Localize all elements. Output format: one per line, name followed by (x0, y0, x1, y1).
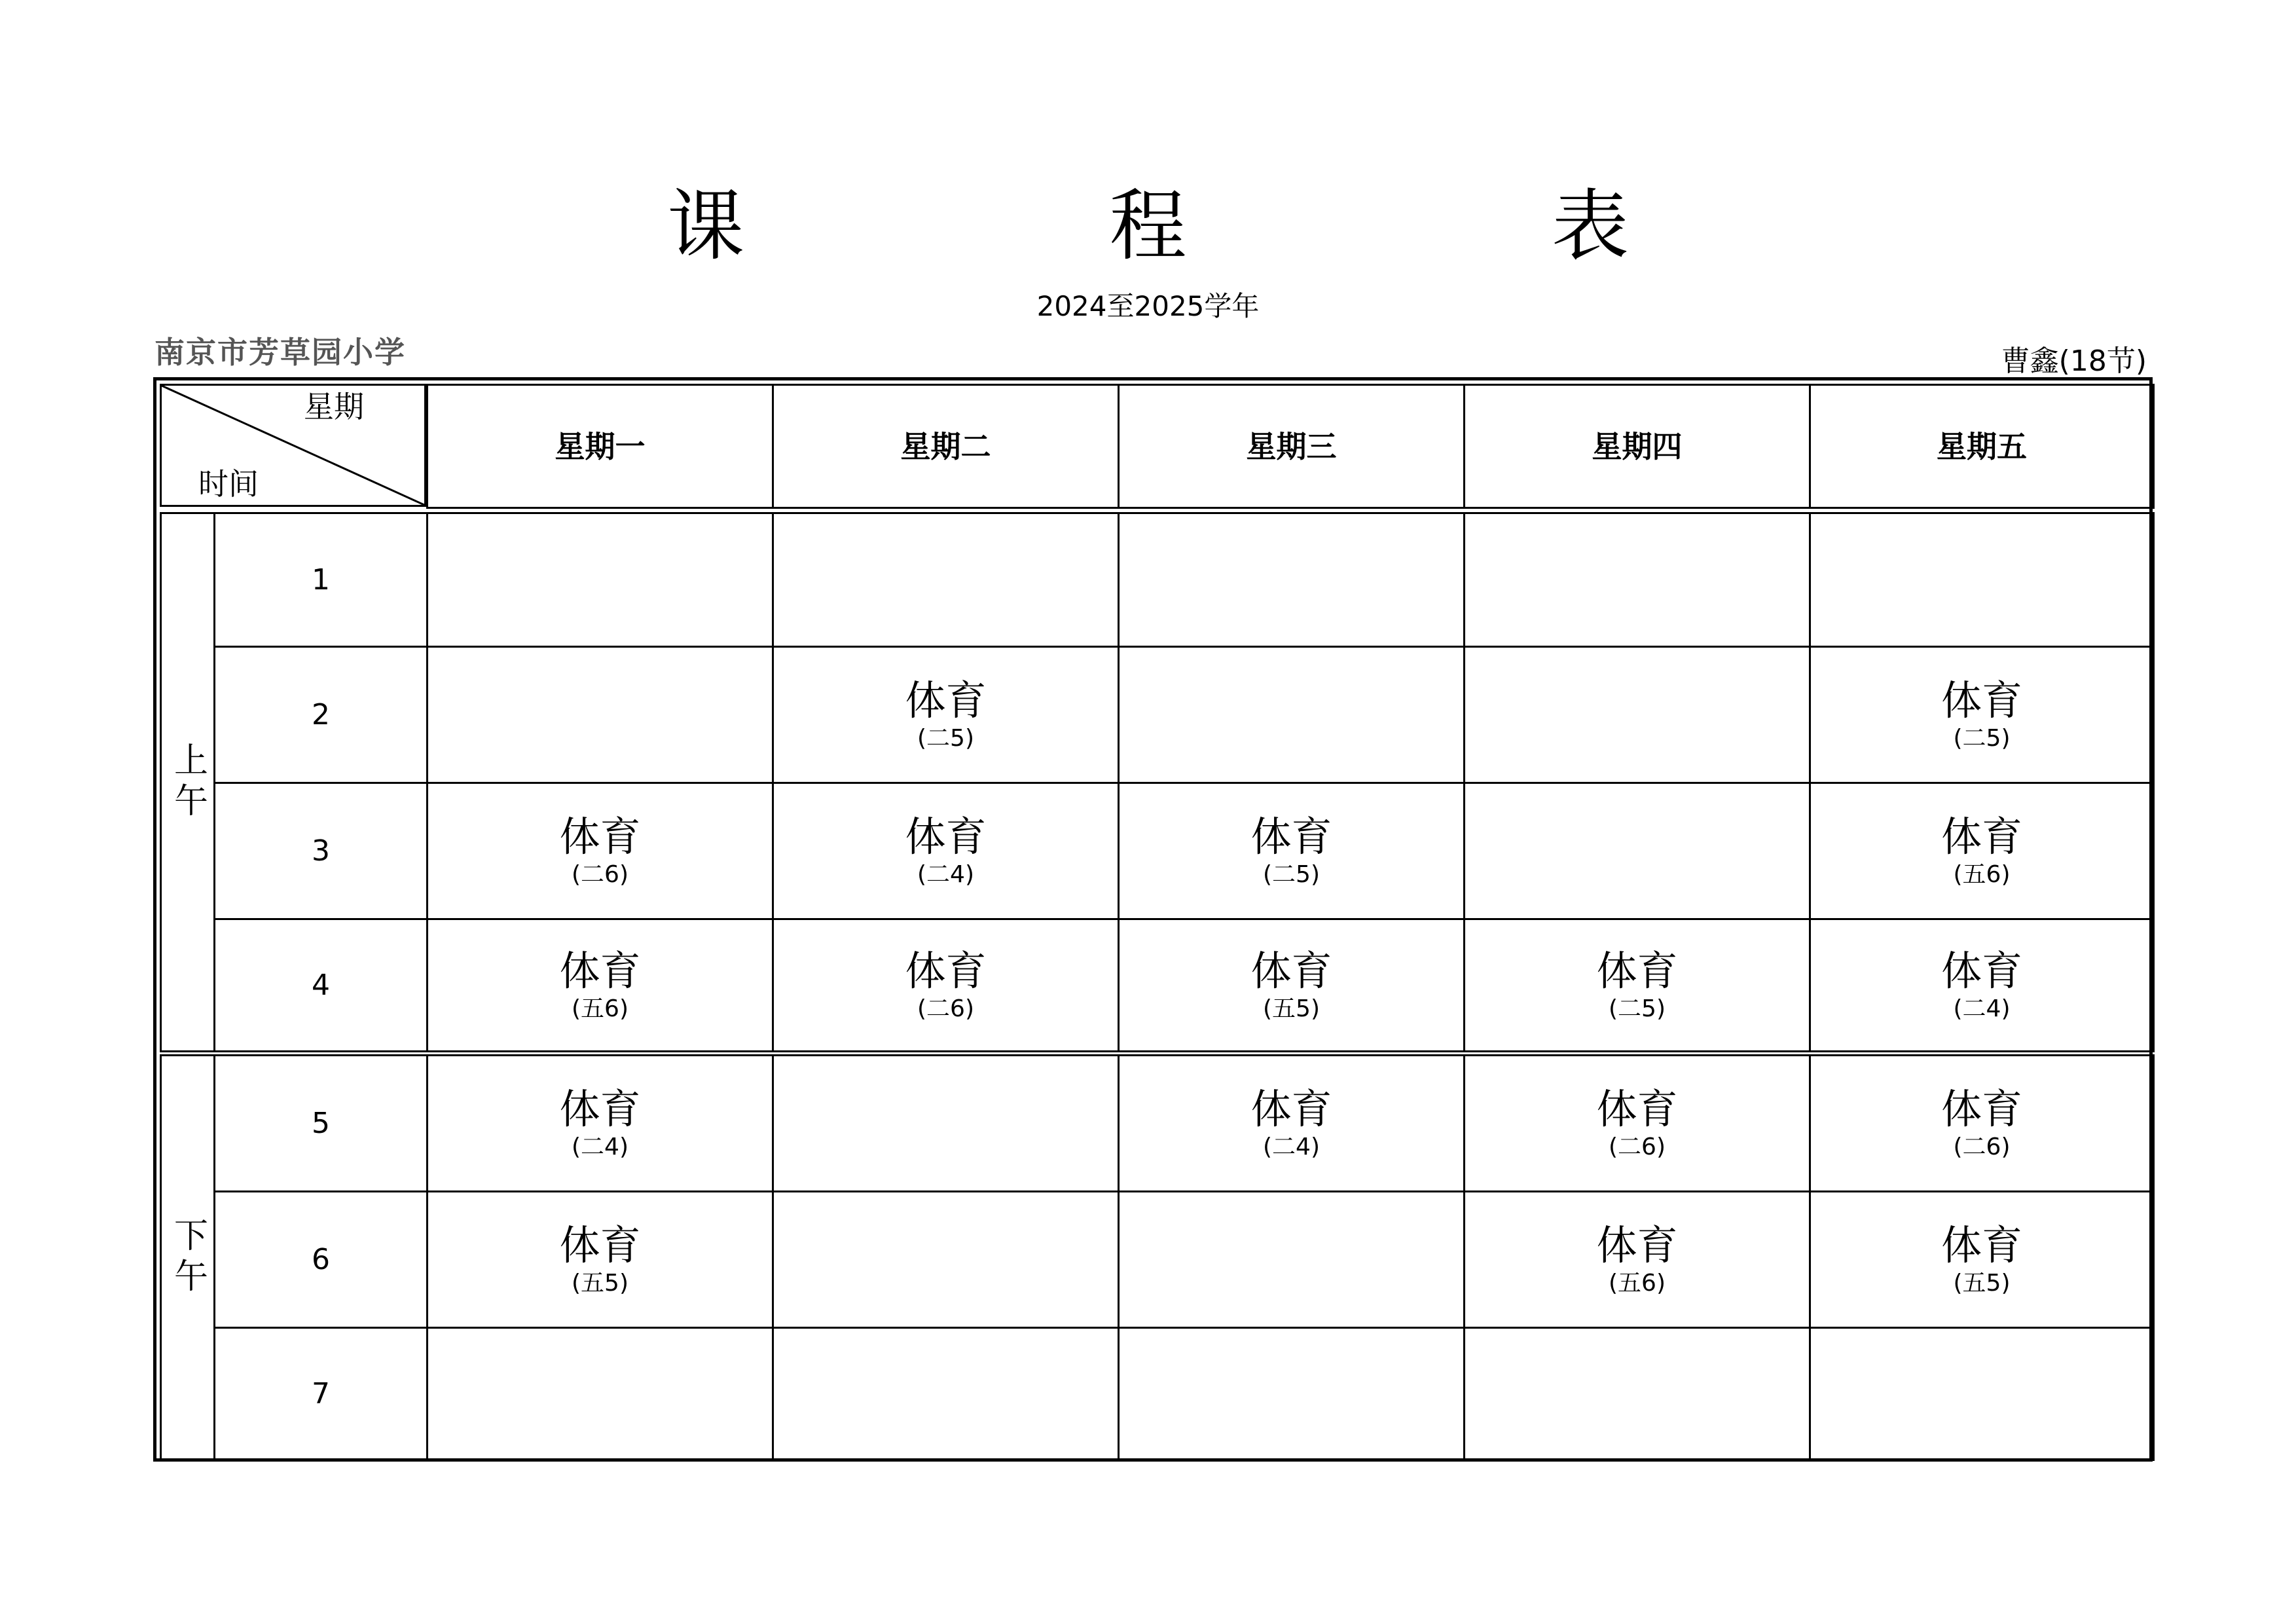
schedule-cell (1809, 1190, 2155, 1329)
session-label: 上午 (168, 741, 208, 823)
day-header-label: 星期二 (900, 428, 991, 464)
schedule-cell (772, 918, 1120, 1052)
period-cell (213, 1190, 428, 1329)
schedule-cell (426, 646, 774, 784)
period-cell (213, 512, 428, 648)
course-class: (二4) (1263, 1133, 1320, 1160)
corner-label-day: 星期 (304, 389, 364, 424)
session-label: 下午 (168, 1217, 208, 1299)
schedule-cell (1809, 512, 2155, 648)
course-class: (五6) (572, 995, 629, 1022)
course-name: 体育 (1596, 1084, 1678, 1133)
course-class: (二5) (1953, 724, 2011, 752)
schedule-cell (1809, 1327, 2155, 1461)
schedule-cell (1118, 646, 1465, 784)
schedule-cell (1118, 782, 1465, 920)
day-header-cell (1463, 384, 1811, 509)
schedule-cell (1118, 918, 1465, 1052)
school-name: 南京市芳草园小学 (155, 335, 406, 370)
period-cell (213, 1327, 428, 1461)
day-header-cell (1809, 384, 2155, 509)
day-header-cell (426, 384, 774, 509)
session-cell (160, 512, 215, 1052)
schedule-cell (1809, 918, 2155, 1052)
course-class: (二5) (1263, 860, 1320, 888)
course-class: (二4) (917, 860, 974, 888)
course-class: (二6) (917, 995, 974, 1022)
day-header-cell (772, 384, 1120, 509)
day-header-label: 星期四 (1592, 428, 1683, 464)
course-class: (五6) (1609, 1269, 1666, 1297)
schedule-cell (772, 512, 1120, 648)
course-name: 体育 (905, 946, 987, 995)
course-name: 体育 (559, 1221, 641, 1269)
course-name: 体育 (1250, 812, 1332, 860)
course-name: 体育 (559, 946, 641, 995)
day-header-cell (1118, 384, 1465, 509)
schedule-cell (1118, 1190, 1465, 1329)
course-name: 体育 (1596, 1221, 1678, 1269)
period-cell (213, 1054, 428, 1192)
schedule-cell (772, 1190, 1120, 1329)
period-number: 3 (312, 834, 330, 868)
period-cell (213, 782, 428, 920)
schedule-cell (426, 918, 774, 1052)
period-cell (213, 918, 428, 1052)
course-class: (五5) (1953, 1269, 2011, 1297)
day-header-label: 星期五 (1937, 428, 2027, 464)
schedule-cell (426, 512, 774, 648)
schedule-cell (1809, 1054, 2155, 1192)
schedule-cell (1463, 782, 1811, 920)
course-name: 体育 (1596, 946, 1678, 995)
schedule-cell (1118, 1054, 1465, 1192)
course-name: 体育 (1941, 1084, 2022, 1133)
course-class: (五5) (572, 1269, 629, 1297)
schedule-cell (772, 646, 1120, 784)
schedule-cell (1463, 1054, 1811, 1192)
period-number: 4 (312, 968, 330, 1002)
course-name: 体育 (1941, 1221, 2022, 1269)
period-number: 2 (312, 697, 330, 731)
period-number: 7 (312, 1376, 330, 1411)
course-name: 体育 (559, 812, 641, 860)
school-year: 2024至2025学年 (1036, 290, 1260, 322)
day-header-label: 星期三 (1246, 428, 1337, 464)
course-class: (五6) (1953, 860, 2011, 888)
schedule-cell (772, 1054, 1120, 1192)
course-class: (二6) (1953, 1133, 2011, 1160)
page-title: 课 程 表 (666, 181, 1800, 271)
schedule-cell (1463, 1190, 1811, 1329)
schedule-cell (1463, 512, 1811, 648)
period-number: 5 (312, 1106, 330, 1140)
session-cell (160, 1054, 215, 1461)
schedule-cell (772, 1327, 1120, 1461)
teacher-name: 曹鑫(18节) (2001, 344, 2147, 378)
course-class: (二6) (572, 860, 629, 888)
course-name: 体育 (905, 812, 987, 860)
corner-header (160, 384, 426, 507)
course-name: 体育 (1250, 1084, 1332, 1133)
schedule-cell (1118, 512, 1465, 648)
schedule-cell (1809, 782, 2155, 920)
schedule-cell (1463, 918, 1811, 1052)
schedule-cell (426, 1190, 774, 1329)
schedule-cell (1463, 646, 1811, 784)
course-class: (二4) (572, 1133, 629, 1160)
course-name: 体育 (1941, 812, 2022, 860)
schedule-cell (426, 1327, 774, 1461)
course-name: 体育 (1250, 946, 1332, 995)
day-header-label: 星期一 (555, 428, 646, 464)
course-class: (二5) (1609, 995, 1666, 1022)
schedule-cell (1118, 1327, 1465, 1461)
course-name: 体育 (559, 1084, 641, 1133)
schedule-cell (772, 782, 1120, 920)
schedule-cell (1809, 646, 2155, 784)
course-class: (二4) (1953, 995, 2011, 1022)
schedule-cell (1463, 1327, 1811, 1461)
course-class: (二6) (1609, 1133, 1666, 1160)
period-cell (213, 646, 428, 784)
course-class: (二5) (917, 724, 974, 752)
period-number: 1 (312, 563, 330, 597)
corner-label-time: 时间 (198, 466, 259, 502)
course-name: 体育 (1941, 946, 2022, 995)
period-number: 6 (312, 1242, 330, 1276)
course-name: 体育 (905, 676, 987, 724)
course-class: (五5) (1263, 995, 1320, 1022)
schedule-cell (426, 782, 774, 920)
course-name: 体育 (1941, 676, 2022, 724)
schedule-cell (426, 1054, 774, 1192)
